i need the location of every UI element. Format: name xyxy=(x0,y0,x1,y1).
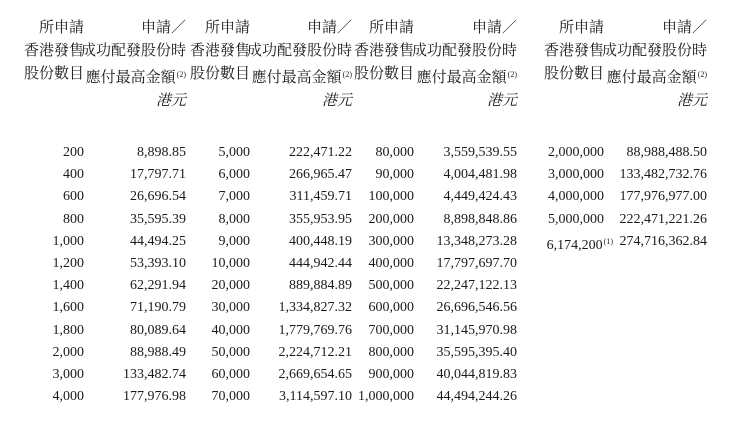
shares-cell: 9,000 xyxy=(218,233,250,249)
amount-cell: 400,448.19 xyxy=(289,233,352,249)
amount-cell: 4,449,424.43 xyxy=(443,189,517,205)
unit-label: 港元 xyxy=(676,93,707,109)
shares-cell: 1,000,000 xyxy=(358,389,414,405)
amount-cell: 8,898,848.86 xyxy=(443,211,517,227)
shares-cell: 6,174,200$^{(1)}$ xyxy=(546,236,613,253)
shares-cell: 200,000 xyxy=(368,211,414,227)
amount-cell: 889,884.89 xyxy=(289,278,352,294)
shares-cell: 4,000,000 xyxy=(548,189,604,205)
shares-cell: 3,000 xyxy=(52,367,84,382)
amount-cell: 3,114,597.10 xyxy=(279,389,352,405)
shares-cell: 1,200 xyxy=(52,256,84,271)
amount-header-line: 成功配發股份時 xyxy=(246,43,352,59)
shares-cell: 600,000 xyxy=(368,300,414,316)
shares-cell: 400,000 xyxy=(368,256,414,271)
unit-label: 港元 xyxy=(155,93,186,109)
amount-cell: 44,494,244.26 xyxy=(436,389,517,405)
amount-cell: 8,898.85 xyxy=(137,145,186,160)
unit-label: 港元 xyxy=(486,93,517,109)
shares-header xyxy=(544,17,604,86)
shares-header-line: 所申請 xyxy=(204,20,250,36)
amount-header-line: 應付最高金額$^{(2)}$ xyxy=(251,70,352,86)
shares-cell: 500,000 xyxy=(368,278,414,294)
amount-header xyxy=(247,17,352,113)
amount-cell: 88,988.49 xyxy=(130,344,186,360)
amount-cell: 26,696.54 xyxy=(130,189,186,205)
shares-cell: 90,000 xyxy=(375,167,414,183)
shares-cell: 200 xyxy=(63,145,84,160)
amount-cell: 71,190.79 xyxy=(130,300,186,316)
amount-cell: 274,716,362.84 xyxy=(619,233,707,249)
shares-cell: 3,000,000 xyxy=(548,167,604,183)
amount-cell: 13,348,273.28 xyxy=(436,233,517,249)
amount-cell: 266,965.47 xyxy=(289,167,352,183)
shares-cell: 600 xyxy=(63,189,84,205)
amount-cell: 2,669,654.65 xyxy=(278,367,352,382)
shares-cell: 800,000 xyxy=(368,344,414,360)
amount-cell: 133,482,732.76 xyxy=(619,167,707,183)
amount-header-line: 成功配發股份時 xyxy=(601,43,707,59)
shares-cell: 4,000 xyxy=(52,389,84,405)
shares-header-line: 香港發售 xyxy=(23,43,84,59)
footnote-marker: (1) xyxy=(603,236,613,246)
shares-cell: 1,400 xyxy=(52,278,84,294)
amount-cell: 222,471.22 xyxy=(289,145,352,160)
amount-cell: 222,471,221.26 xyxy=(619,211,707,227)
shares-cell: 7,000 xyxy=(218,189,250,205)
shares-cell: 80,000 xyxy=(375,145,414,160)
amount-cell: 355,953.95 xyxy=(289,211,352,227)
footnote-marker: (2) xyxy=(697,70,707,79)
amount-cell: 44,494.25 xyxy=(130,233,186,249)
shares-cell: 700,000 xyxy=(368,322,414,338)
amount-cell: 17,797,697.70 xyxy=(436,256,517,271)
shares-header-line: 股份數目 xyxy=(189,66,250,82)
shares-cell: 30,000 xyxy=(211,300,250,316)
footnote-marker: (2) xyxy=(342,70,352,79)
amount-cell: 1,779,769.76 xyxy=(278,322,352,338)
amount-header-line: 申請／ xyxy=(471,20,517,36)
amount-cell: 2,224,712.21 xyxy=(278,344,352,360)
amount-header-line: 申請／ xyxy=(306,20,352,36)
shares-cell: 400 xyxy=(63,167,84,183)
amount-cell: 1,334,827.32 xyxy=(278,300,352,316)
shares-header-line: 所申請 xyxy=(558,20,604,36)
footnote-marker: (2) xyxy=(507,70,517,79)
amount-header-line: 成功配發股份時 xyxy=(411,43,517,59)
shares-cell: 1,000 xyxy=(52,233,84,249)
shares-cell: 50,000 xyxy=(211,344,250,360)
amount-cell: 35,595.39 xyxy=(130,211,186,227)
shares-header-line: 香港發售 xyxy=(543,43,604,59)
amount-cell: 80,089.64 xyxy=(130,322,186,338)
shares-cell: 2,000 xyxy=(52,344,84,360)
shares-header-line: 所申請 xyxy=(38,20,84,36)
amount-cell: 22,247,122.13 xyxy=(436,278,517,294)
shares-header-line: 所申請 xyxy=(368,20,414,36)
amount-cell: 62,291.94 xyxy=(130,278,186,294)
shares-cell: 2,000,000 xyxy=(548,145,604,160)
shares-cell: 100,000 xyxy=(368,189,414,205)
shares-cell: 300,000 xyxy=(368,233,414,249)
shares-header xyxy=(190,17,250,86)
amount-cell: 31,145,970.98 xyxy=(436,322,517,338)
shares-header xyxy=(354,17,414,86)
shares-cell: 5,000 xyxy=(218,145,250,160)
shares-header-line: 股份數目 xyxy=(543,66,604,82)
shares-cell: 6,000 xyxy=(218,167,250,183)
shares-cell: 8,000 xyxy=(218,211,250,227)
amount-header xyxy=(81,17,186,113)
amount-header-line: 應付最高金額$^{(2)}$ xyxy=(416,70,517,86)
shares-header-line: 香港發售 xyxy=(353,43,414,59)
amount-header-line: 成功配發股份時 xyxy=(80,43,186,59)
shares-cell: 40,000 xyxy=(211,322,250,338)
amount-cell: 4,004,481.98 xyxy=(443,167,517,183)
unit-label: 港元 xyxy=(321,93,352,109)
amount-cell: 177,976,977.00 xyxy=(619,189,707,205)
shares-cell: 1,800 xyxy=(52,322,84,338)
footnote-marker: (2) xyxy=(176,70,186,79)
shares-cell: 20,000 xyxy=(211,278,250,294)
shares-cell: 5,000,000 xyxy=(548,211,604,227)
shares-header-line: 香港發售 xyxy=(189,43,250,59)
amount-cell: 177,976.98 xyxy=(123,389,186,405)
shares-header xyxy=(24,17,84,86)
shares-cell: 70,000 xyxy=(211,389,250,405)
amount-header-line: 應付最高金額$^{(2)}$ xyxy=(606,70,707,86)
amount-header xyxy=(602,17,707,113)
amount-header xyxy=(412,17,517,113)
amount-header-line: 申請／ xyxy=(140,20,186,36)
amount-cell: 53,393.10 xyxy=(130,256,186,271)
amount-cell: 40,044,819.83 xyxy=(436,367,517,382)
shares-header-line: 股份數目 xyxy=(23,66,84,82)
amount-cell: 311,459.71 xyxy=(289,189,352,205)
shares-cell: 900,000 xyxy=(368,367,414,382)
amount-cell: 26,696,546.56 xyxy=(436,300,517,316)
amount-cell: 444,942.44 xyxy=(289,256,352,271)
amount-cell: 133,482.74 xyxy=(123,367,186,382)
amount-cell: 35,595,395.40 xyxy=(436,344,517,360)
shares-cell: 60,000 xyxy=(211,367,250,382)
amount-header-line: 應付最高金額$^{(2)}$ xyxy=(85,70,186,86)
amount-cell: 88,988,488.50 xyxy=(626,145,707,160)
amount-cell: 3,559,539.55 xyxy=(443,145,517,160)
shares-cell: 10,000 xyxy=(211,256,250,271)
shares-cell: 1,600 xyxy=(52,300,84,316)
amount-header-line: 申請／ xyxy=(661,20,707,36)
amount-cell: 17,797.71 xyxy=(130,167,186,183)
shares-header-line: 股份數目 xyxy=(353,66,414,82)
shares-cell: 800 xyxy=(63,211,84,227)
